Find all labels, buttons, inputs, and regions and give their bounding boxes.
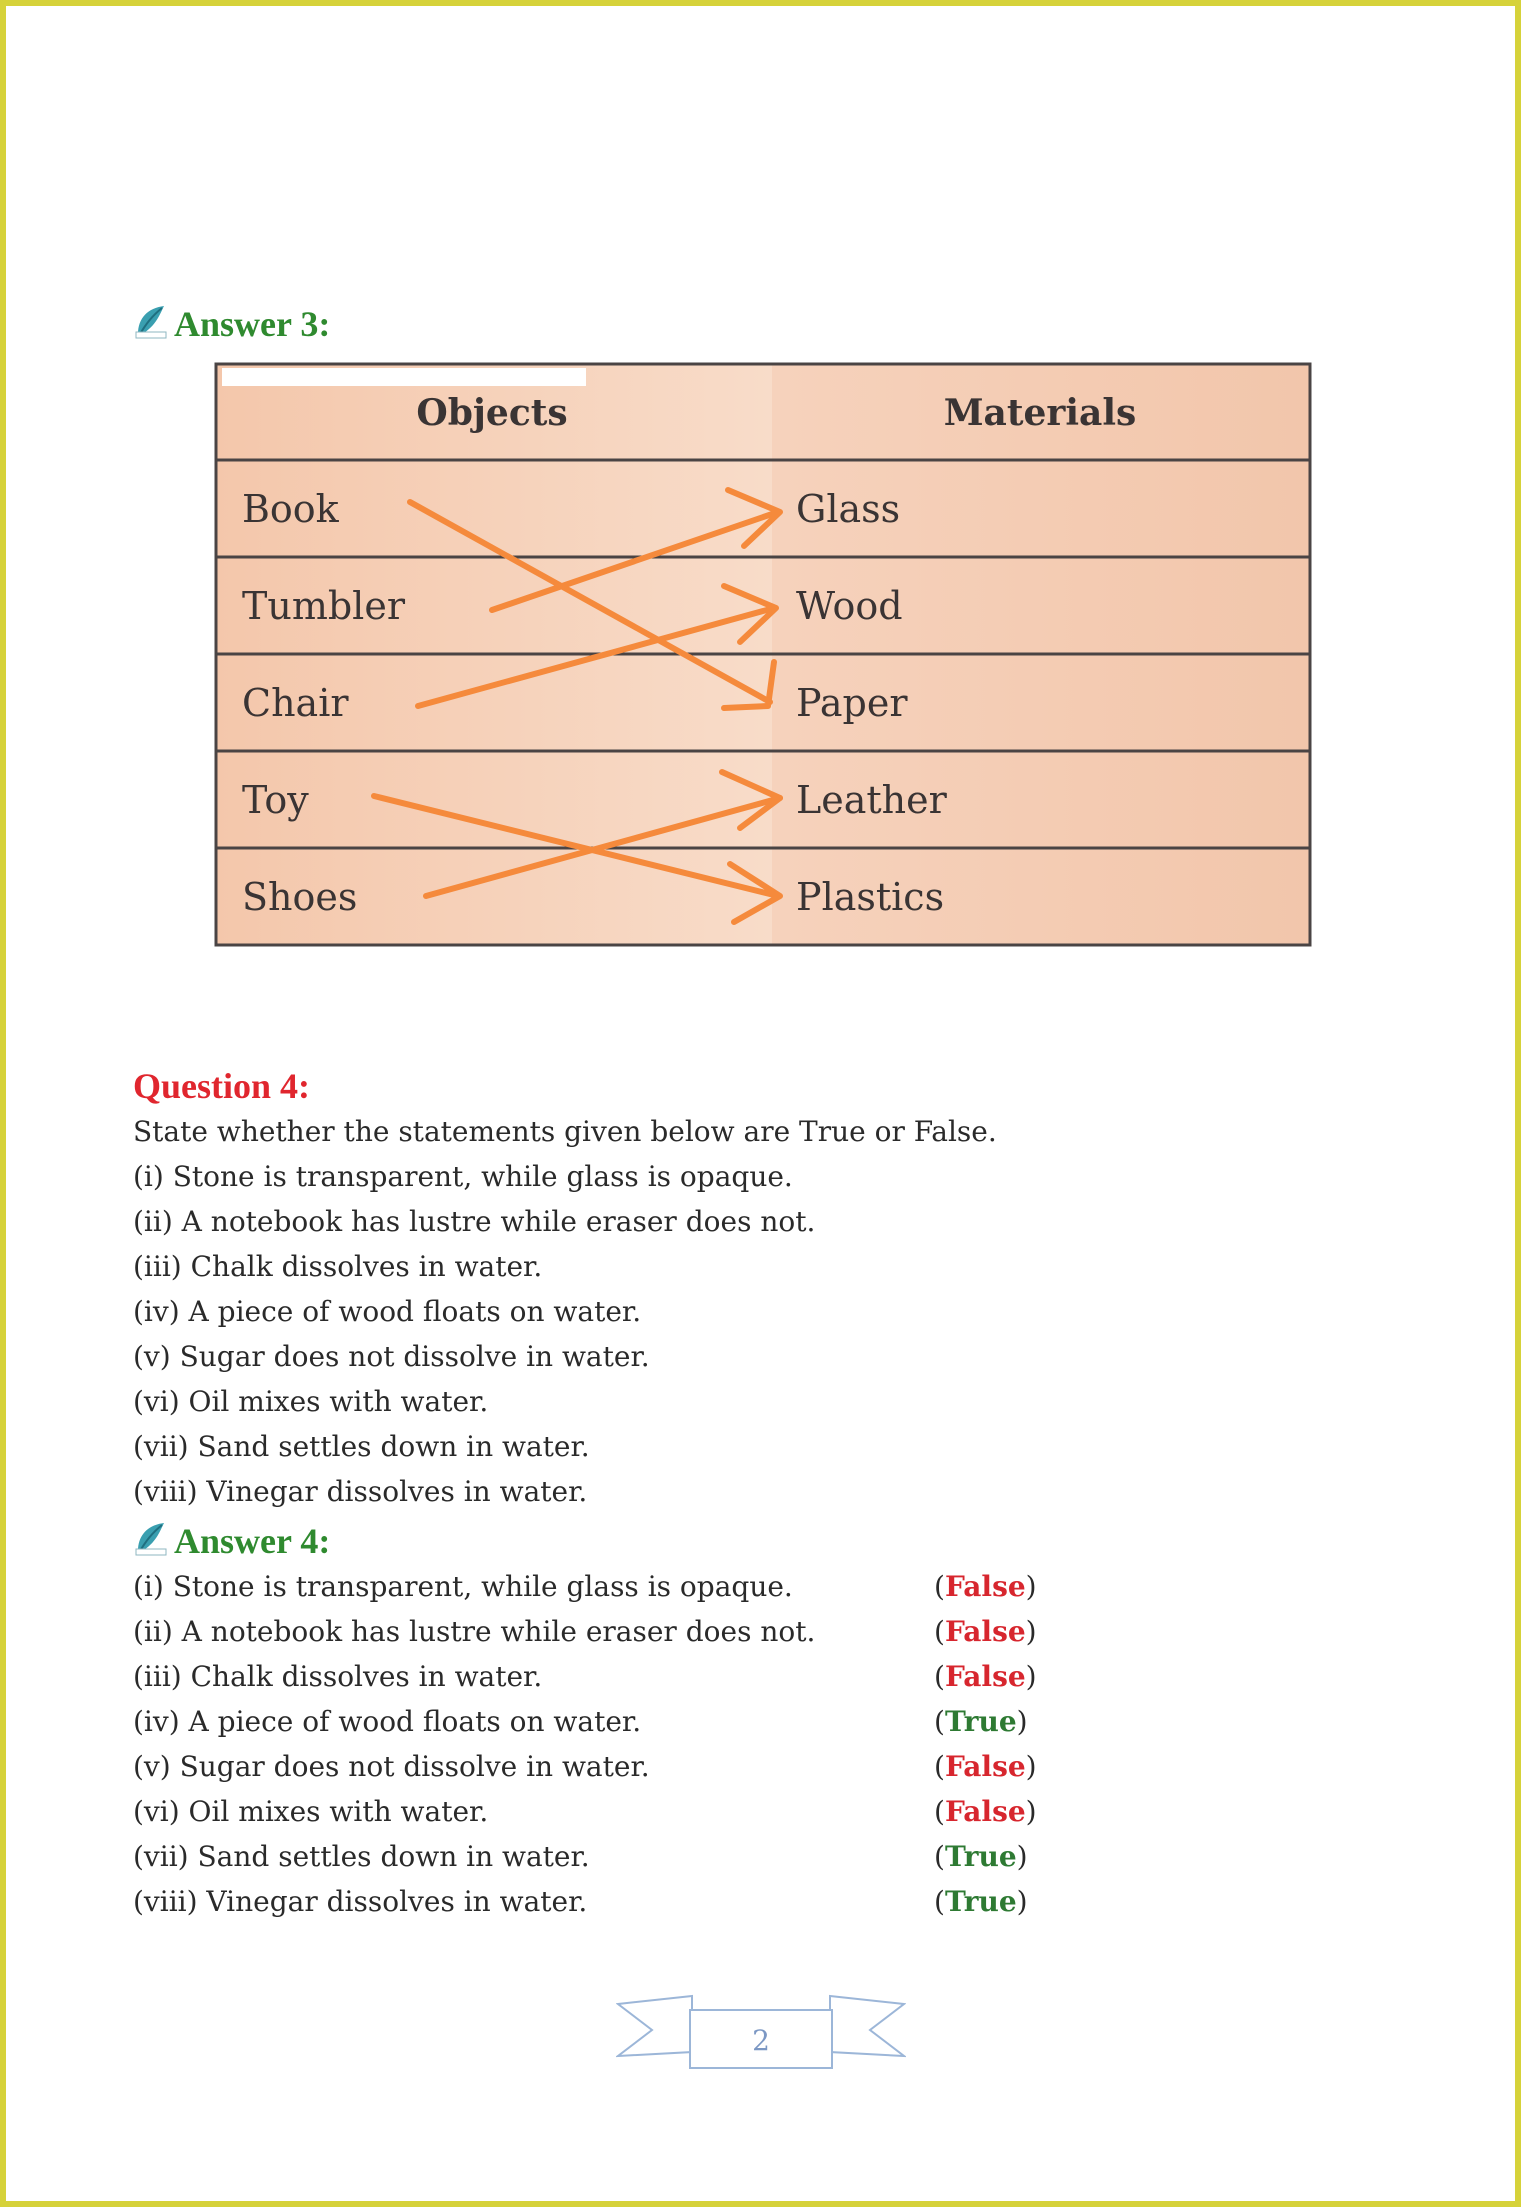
- verdict-value: True: [944, 1840, 1017, 1873]
- answer-statement: (i) Stone is transparent, while glass is opaque.: [133, 1570, 793, 1603]
- answer-statement: (ii) A notebook has lustre while eraser does not.: [133, 1615, 816, 1648]
- verdict-value: True: [944, 1885, 1017, 1918]
- logo-icon: [134, 1521, 168, 1557]
- answer-verdict: (False): [934, 1750, 1037, 1783]
- question-statement: (i) Stone is transparent, while glass is opaque.: [133, 1160, 793, 1193]
- answer-statement: (v) Sugar does not dissolve in water.: [133, 1750, 650, 1783]
- verdict-value: True: [944, 1705, 1017, 1738]
- answer-statement: (iv) A piece of wood floats on water.: [133, 1705, 642, 1738]
- answer-verdict: (False): [934, 1660, 1037, 1693]
- logo-icon: [134, 304, 168, 340]
- question-4-prompt: State whether the statements given below are True or False.: [133, 1115, 997, 1148]
- ribbon-right-tail: [830, 1996, 904, 2056]
- verdict-value: False: [944, 1750, 1026, 1783]
- verdict-value: False: [944, 1615, 1026, 1648]
- question-statement: (v) Sugar does not dissolve in water.: [133, 1340, 650, 1373]
- question-4-heading: Question 4:: [133, 1066, 311, 1106]
- material-label: Paper: [796, 681, 908, 725]
- object-label: Chair: [242, 681, 349, 725]
- header-materials: Materials: [943, 392, 1137, 434]
- object-label: Tumbler: [242, 584, 405, 628]
- object-label: Book: [242, 487, 339, 531]
- verdict-value: False: [944, 1570, 1026, 1603]
- question-statement: (viii) Vinegar dissolves in water.: [133, 1475, 588, 1508]
- object-label: Shoes: [242, 875, 358, 919]
- answer-4-heading: Answer 4:: [174, 1521, 331, 1561]
- material-label: Glass: [796, 487, 901, 531]
- verdict-value: False: [944, 1795, 1026, 1828]
- answer-statement: (vi) Oil mixes with water.: [133, 1795, 489, 1828]
- question-statement: (ii) A notebook has lustre while eraser does not.: [133, 1205, 816, 1238]
- question-statement: (iii) Chalk dissolves in water.: [133, 1250, 543, 1283]
- answer-verdict: (True): [934, 1705, 1028, 1738]
- answer-verdict: (True): [934, 1885, 1028, 1918]
- object-label: Toy: [242, 778, 309, 822]
- ribbon-left-tail: [618, 1996, 692, 2056]
- matching-table: [214, 362, 1312, 947]
- question-statement: (vi) Oil mixes with water.: [133, 1385, 489, 1418]
- material-label: Plastics: [796, 875, 945, 919]
- material-label: Leather: [796, 778, 947, 822]
- answer-verdict: (False): [934, 1795, 1037, 1828]
- question-statement: (vii) Sand settles down in water.: [133, 1430, 590, 1463]
- material-label: Wood: [796, 584, 903, 628]
- question-statement: (iv) A piece of wood floats on water.: [133, 1295, 642, 1328]
- answer-verdict: (False): [934, 1615, 1037, 1648]
- answer-3-heading: Answer 3:: [174, 304, 331, 344]
- answer-verdict: (True): [934, 1840, 1028, 1873]
- answer-statement: (iii) Chalk dissolves in water.: [133, 1660, 543, 1693]
- verdict-value: False: [944, 1660, 1026, 1693]
- header-objects: Objects: [416, 392, 568, 434]
- answer-statement: (vii) Sand settles down in water.: [133, 1840, 590, 1873]
- answer-verdict: (False): [934, 1570, 1037, 1603]
- page-number-ribbon: [616, 1990, 906, 2072]
- answer-statement: (viii) Vinegar dissolves in water.: [133, 1885, 588, 1918]
- page-number: 2: [752, 2024, 770, 2057]
